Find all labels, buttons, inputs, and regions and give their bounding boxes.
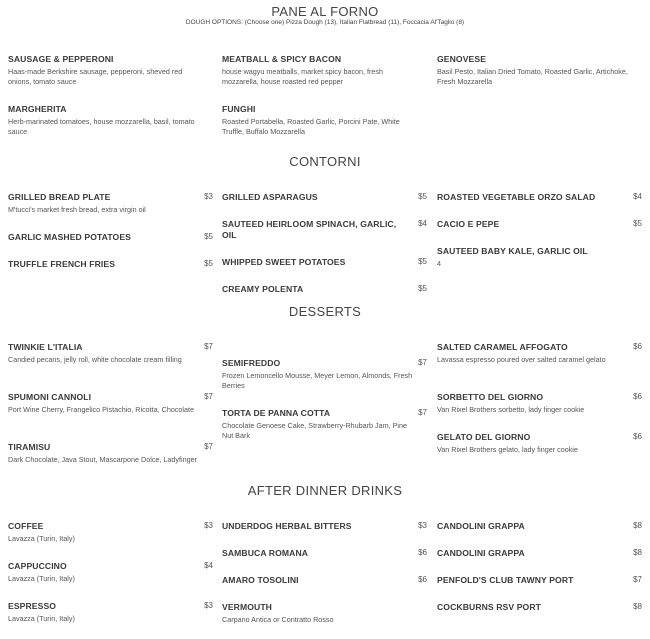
menu-item	[8, 392, 213, 415]
item-name: ROASTED VEGETABLE ORZO SALAD	[437, 192, 596, 202]
item-price: $5	[204, 259, 213, 268]
item-price: $6	[633, 342, 642, 351]
item-desc: M'tucci's market fresh bread, extra virgin oil	[8, 205, 146, 214]
menu-item	[8, 601, 213, 624]
menu-item	[222, 575, 427, 586]
item-name: VERMOUTH	[222, 602, 272, 612]
item-desc: Frozen Lemoncello Mousse, Meyer Lemon, Almonds, Fresh Berries	[222, 371, 413, 390]
item-price: $7	[204, 442, 213, 451]
item-name: TWINKIE L'ITALIA	[8, 342, 83, 352]
item-price: $5	[204, 232, 213, 241]
item-price: $6	[418, 575, 427, 584]
menu-item	[8, 442, 213, 465]
item-name: SAMBUCA ROMANA	[222, 548, 309, 558]
item-desc: Roasted Portabella, Roasted Garlic, Porcini Pate, White Truffle, Buffalo Mozzarella	[222, 117, 400, 136]
item-name: TORTA DE PANNA COTTA	[222, 408, 331, 418]
item-price: $7	[418, 358, 427, 367]
menu-item	[8, 561, 213, 584]
menu-item	[8, 192, 213, 215]
menu-item	[8, 54, 213, 87]
item-desc: Van Rixel Brothers sorbetto, lady finger cookie	[437, 405, 585, 414]
menu-item	[437, 192, 642, 203]
dough-options: DOUGH OPTIONS: (Choose one) Pizza Dough (13), Italian Flatbread (11), Foccacia Al'Taglio (8)	[185, 19, 465, 26]
item-desc: Lavazza (Turin, Italy)	[8, 614, 75, 623]
section-title-after-dinner-drinks: AFTER DINNER DRINKS	[247, 483, 403, 498]
item-price: $3	[418, 521, 427, 530]
item-price: $4	[204, 561, 213, 570]
item-name: SAUTEED HEIRLOOM SPINACH, GARLIC, OIL	[222, 219, 397, 240]
menu-item	[437, 548, 642, 559]
item-name: MEATBALL & SPICY BACON	[222, 54, 342, 64]
item-price: $4	[418, 219, 427, 228]
item-name: SAUTEED BABY KALE, GARLIC OIL	[437, 246, 588, 256]
section-title-contorni: CONTORNI	[289, 154, 361, 169]
item-name: UNDERDOG HERBAL BITTERS	[222, 521, 352, 531]
item-desc: Port Wine Cherry, Frangelico Pistachio, Ricotta, Chocolate	[8, 405, 195, 414]
item-name: MARGHERITA	[8, 104, 67, 114]
item-price: $7	[633, 575, 642, 584]
item-price: $4	[633, 192, 642, 201]
item-price: $5	[418, 257, 427, 266]
item-price: $6	[418, 548, 427, 557]
item-price: $6	[633, 432, 642, 441]
item-desc: Herb-marinated tomatoes, house mozzarella, basil, tomato sauce	[8, 117, 195, 136]
menu-item	[222, 358, 427, 391]
item-desc: house wagyu meatballs, market spicy bacon, fresh mozzarella, house roasted red pepper	[222, 67, 383, 86]
item-name: COFFEE	[8, 521, 44, 531]
section-title-desserts: DESSERTS	[288, 304, 362, 319]
menu-item	[222, 284, 427, 295]
item-desc: Dark Chocolate, Java Stout, Mascarpone Dolce, Ladyfinger	[8, 455, 197, 464]
item-desc: Candied pecans, jelly roll, white chocolate cream filling	[8, 355, 182, 364]
menu-item	[222, 104, 427, 137]
item-name: GRILLED BREAD PLATE	[8, 192, 111, 202]
item-price: $7	[204, 342, 213, 351]
item-price: $7	[418, 408, 427, 417]
menu-item	[222, 54, 427, 87]
item-name: CREAMY POLENTA	[222, 284, 304, 294]
item-desc: Van Rixel Brothers gelato, lady finger cookie	[437, 445, 578, 454]
menu-item	[222, 219, 427, 241]
item-price: $8	[633, 548, 642, 557]
item-name: SALTED CARAMEL AFFOGATO	[437, 342, 568, 352]
item-desc: Haas-made Berkshire sausage, pepperoni, sheved red onions, tomato sauce	[8, 67, 183, 86]
item-price: $7	[204, 392, 213, 401]
item-price: $5	[418, 284, 427, 293]
item-name: WHIPPED SWEET POTATOES	[222, 257, 346, 267]
item-desc: Lavazza (Turin, Italy)	[8, 574, 75, 583]
item-name: CANDOLINI GRAPPA	[437, 548, 525, 558]
item-name: GRILLED ASPARAGUS	[222, 192, 318, 202]
item-price: $8	[633, 521, 642, 530]
menu-item	[222, 602, 427, 625]
item-price: $5	[633, 219, 642, 228]
menu-item	[222, 521, 427, 532]
menu-item	[437, 602, 642, 613]
menu-item	[437, 575, 642, 586]
item-name: AMARO TOSOLINI	[222, 575, 299, 585]
section-title-pane-al-forno: PANE AL FORNO	[271, 4, 379, 19]
item-desc: Lavassa espresso poured over salted caramel gelato	[437, 355, 606, 364]
menu-item	[437, 246, 642, 269]
item-name: SAUSAGE & PEPPERONI	[8, 54, 114, 64]
item-desc: Basil Pesto, Italian Dried Tomato, Roasted Garlic, Artichoke, Fresh Mozzarella	[437, 67, 628, 86]
item-name: CANDOLINI GRAPPA	[437, 521, 525, 531]
menu-item	[8, 104, 213, 137]
item-name: COCKBURNS RSV PORT	[437, 602, 541, 612]
item-name: SORBETTO DEL GIORNO	[437, 392, 544, 402]
item-name: PENFOLD'S CLUB TAWNY PORT	[437, 575, 574, 585]
item-name: SEMIFREDDO	[222, 358, 281, 368]
item-price: $3	[204, 521, 213, 530]
item-name: GENOVESE	[437, 54, 487, 64]
item-name: SPUMONI CANNOLI	[8, 392, 92, 402]
menu-item	[8, 259, 213, 270]
item-name: CACIO E PEPE	[437, 219, 500, 229]
menu-item	[437, 521, 642, 532]
item-desc: Chocolate Genoese Cake, Strawberry-Rhubarb Jam, Pine Nut Bark	[222, 421, 407, 440]
item-name: TIRAMISU	[8, 442, 51, 452]
menu-item	[222, 548, 427, 559]
item-price: $3	[204, 192, 213, 201]
item-name: TRUFFLE FRENCH FRIES	[8, 259, 116, 269]
item-desc: Lavazza (Turin, Italy)	[8, 534, 75, 543]
item-price: $8	[633, 602, 642, 611]
menu-item	[437, 392, 642, 415]
item-desc: Carpano Antica or Contratto Rosso	[222, 615, 334, 624]
menu-item	[437, 54, 642, 87]
item-price: $5	[418, 192, 427, 201]
item-desc: 4	[437, 259, 441, 268]
item-name: ESPRESSO	[8, 601, 57, 611]
menu-item	[437, 219, 642, 230]
item-name: GELATO DEL GIORNO	[437, 432, 531, 442]
menu-item	[8, 232, 213, 243]
menu-item	[222, 408, 427, 441]
item-price: $6	[633, 392, 642, 401]
item-name: CAPPUCCINO	[8, 561, 67, 571]
menu-item	[8, 342, 213, 365]
item-name: FUNGHI	[222, 104, 256, 114]
item-price: $3	[204, 601, 213, 610]
menu-item	[222, 192, 427, 203]
menu-item	[222, 257, 427, 268]
item-name: GARLIC MASHED POTATOES	[8, 232, 131, 242]
menu-item	[8, 521, 213, 544]
menu-item	[437, 432, 642, 455]
menu-item	[437, 342, 642, 365]
